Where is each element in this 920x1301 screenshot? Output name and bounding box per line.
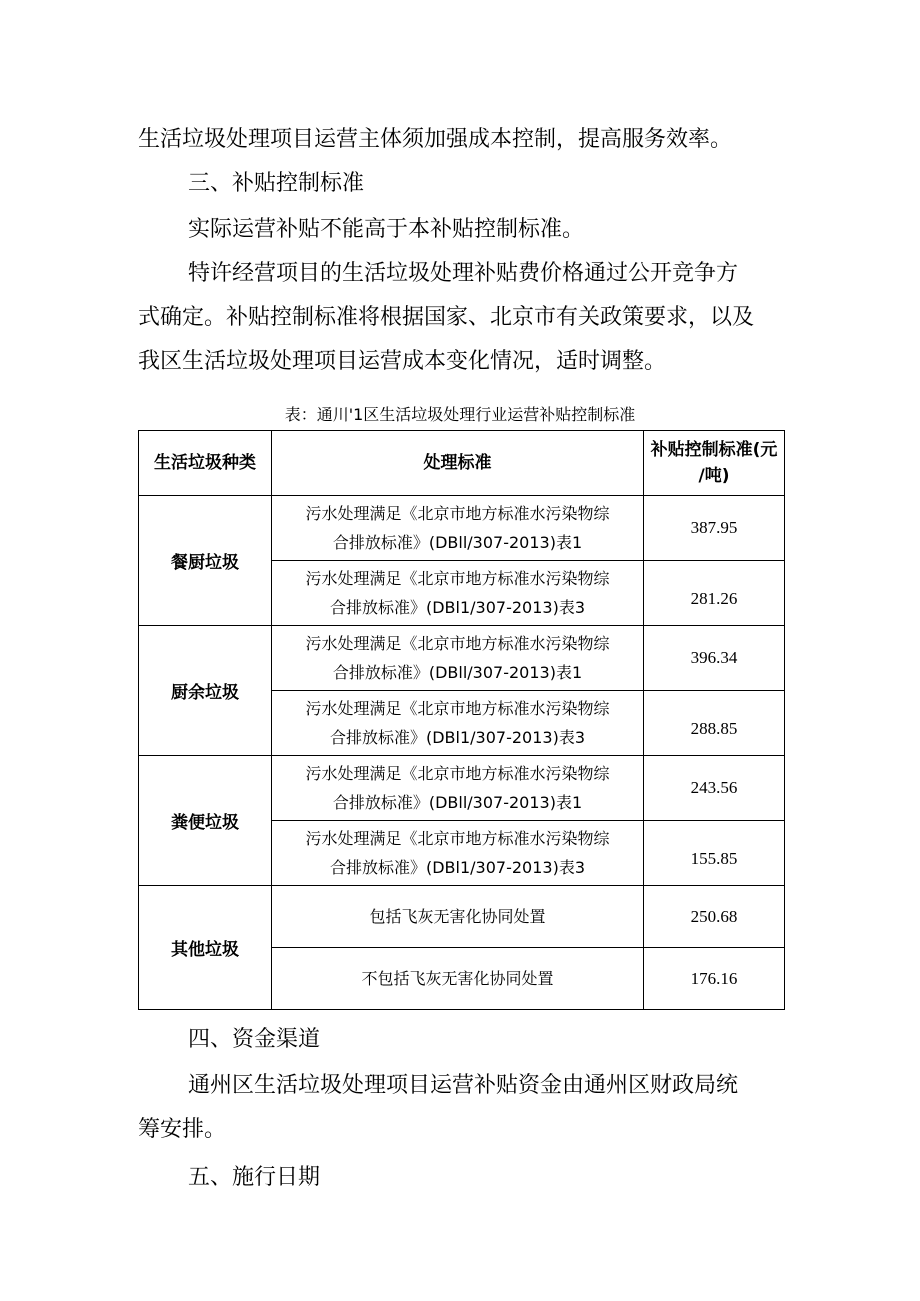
standard-cell: 污水处理满足《北京市地方标准水污染物综 合排放标准》(DBl1/307-2013)表3 [272,821,644,886]
paragraph-funding-source: 通州区生活垃圾处理项目运营补贴资金由通州区财政局统 筹安排。 [138,1073,739,1142]
value-cell: 288.85 [644,691,785,756]
heading-effective-date: 五、施行日期 [188,1165,321,1190]
standard-cell: 包括飞灰无害化协同处置 [272,886,644,948]
category-cell: 其他垃圾 [139,886,272,1010]
table-row [139,626,785,691]
standard-cell: 污水处理满足《北京市地方标准水污染物综 合排放标准》(DBll/307-2013)表1 [272,496,644,561]
header-subsidy: 补贴控制标准(元 /吨) [644,431,785,496]
category-cell: 餐厨垃圾 [139,496,272,626]
category-cell: 粪便垃圾 [139,756,272,886]
heading-subsidy-standard: 三、补贴控制标准 [188,171,365,196]
header-standard: 处理标准 [272,431,644,496]
paragraph-cost-control: 生活垃圾处理项目运营主体须加强成本控制，提高服务效率。 [138,127,733,152]
value-cell: 155.85 [644,821,785,886]
paragraph-subsidy-limit: 实际运营补贴不能高于本补贴控制标准。 [188,217,585,242]
table-row [139,756,785,821]
paragraph-franchise-pricing: 特许经营项目的生活垃圾处理补贴费价格通过公开竞争方 式确定。补贴控制标准将根据国家、北京市有关政策要求，以及 我区生活垃圾处理项目运营成本变化情况，适时调整。 [138,261,755,374]
standard-cell: 不包括飞灰无害化协同处置 [272,948,644,1010]
table-caption: 表：通川'1区生活垃圾处理行业运营补贴控制标准 [284,405,636,424]
heading-funding-channel: 四、资金渠道 [188,1027,321,1052]
category-cell: 厨余垃圾 [139,626,272,756]
standard-cell: 污水处理满足《北京市地方标准水污染物综 合排放标准》(DBl1/307-2013)表3 [272,691,644,756]
value-cell: 281.26 [644,561,785,626]
table-row [139,886,785,948]
standard-cell: 污水处理满足《北京市地方标准水污染物综 合排放标准》(DBll/307-2013)表1 [272,756,644,821]
value-cell: 250.68 [644,886,785,948]
subsidy-table [138,430,785,1010]
value-cell: 387.95 [644,496,785,561]
table-header-row [139,431,785,496]
value-cell: 243.56 [644,756,785,821]
header-category: 生活垃圾种类 [139,431,272,496]
value-cell: 176.16 [644,948,785,1010]
standard-cell: 污水处理满足《北京市地方标准水污染物综 合排放标准》(DBll/307-2013)表1 [272,626,644,691]
value-cell: 396.34 [644,626,785,691]
table-row [139,496,785,561]
standard-cell: 污水处理满足《北京市地方标准水污染物综 合排放标准》(DBl1/307-2013)表3 [272,561,644,626]
